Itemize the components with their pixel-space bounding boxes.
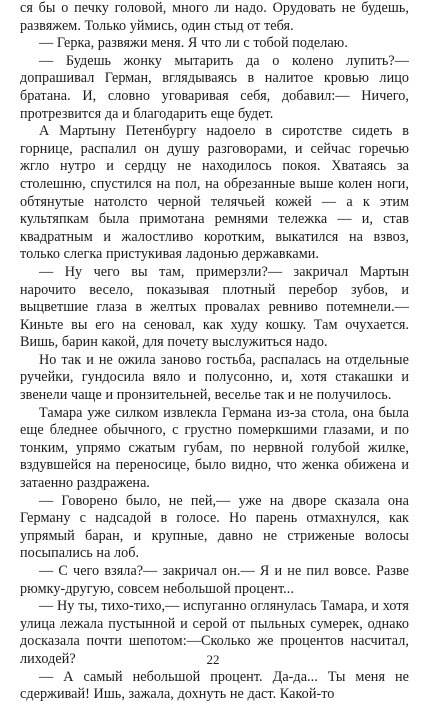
page-number: 22 (206, 652, 220, 667)
paragraph: — Герка, развяжи меня. Я что ли с тобой поделаю. (39, 35, 348, 52)
paragraph: ся бы о печку головой, много ли надо. Орудовать не будешь, развяжем. Только уймись, один стыд от тебя. (20, 0, 409, 34)
paragraph: — Будешь жонку мытарить да о колено лупить?— допрашивал Герман, вглядываясь в налитое кровью лицо братана. И, словно уговаривая себя, добавил:— Ничего, протрезвится да и благодарить еще будет. (20, 52, 409, 122)
body-text (20, 0, 409, 704)
paragraph: Тамара уже силком извлекла Германа из-за стола, она была еще бледнее обычного, с грустно померкшими глазами, и по тонким, упрямо сжатым губам, по нервной голубой жилке, вздувшейся на переносице, было видно, что женка обижена и затаенно раздражена. (20, 404, 409, 492)
paragraph: — А самый небольшой процент. Да-да... Ты меня не сдерживай! Ишь, зажала, дохнуть не даст. Какой-то (20, 668, 409, 703)
paragraph: — С чего взяла?— закричал он.— Я и не пил вовсе. Разве рюмку-другую, совсем небольшой процент... (20, 563, 409, 597)
paragraph: — Ну чего вы там, примерзли?— закричал Мартын нарочито весело, показывая плотный перебор зубов, и выцветшие глаза в желтых провалах ревниво потемнели.— Киньте вы его на сеновал, как худу кошку. Там очухается. Вишь, барин какой, для почету выслужиться надо. (20, 263, 409, 351)
paragraph: Но так и не ожила заново гостьба, распалась на отдельные ручейки, гундосила вяло и полусонно, и, хотя стакашки и звенели чаще и пронзительней, веселье так и не получилось. (20, 351, 409, 404)
paragraph: А Мартыну Петенбургу надоело в сиротстве сидеть в горнице, распалил он душу разговорами, и сейчас горечью жгло нутро и сердцу не находилось покоя. Хватаясь за столешню, спустился на пол, на обрезанные выше колен ноги, обтянутые натолсто черной телячьей кожей — а к этим культяпкам была примотана ремнями тележка — и, став квадратным и жалостливо коротким, выкатился на взвоз, только слегка пристукивая ладонью державками. (20, 123, 409, 263)
paragraph: — Говорено было, не пей,— уже на дворе сказала она Герману с надсадой в голосе. Но парень отмахнулся, как упрямый баран, и крупные, давно не стриженые волосы посыпались на лоб. (20, 492, 409, 562)
paragraph: — Ну ты, тихо-тихо,— испуганно оглянулась Тамара, и хотя улица лежала пустынной и серой от пыльных сумерек, однако досказала почти шепотом:—Сколько же процентов насчитал, лиходей? (20, 598, 409, 667)
